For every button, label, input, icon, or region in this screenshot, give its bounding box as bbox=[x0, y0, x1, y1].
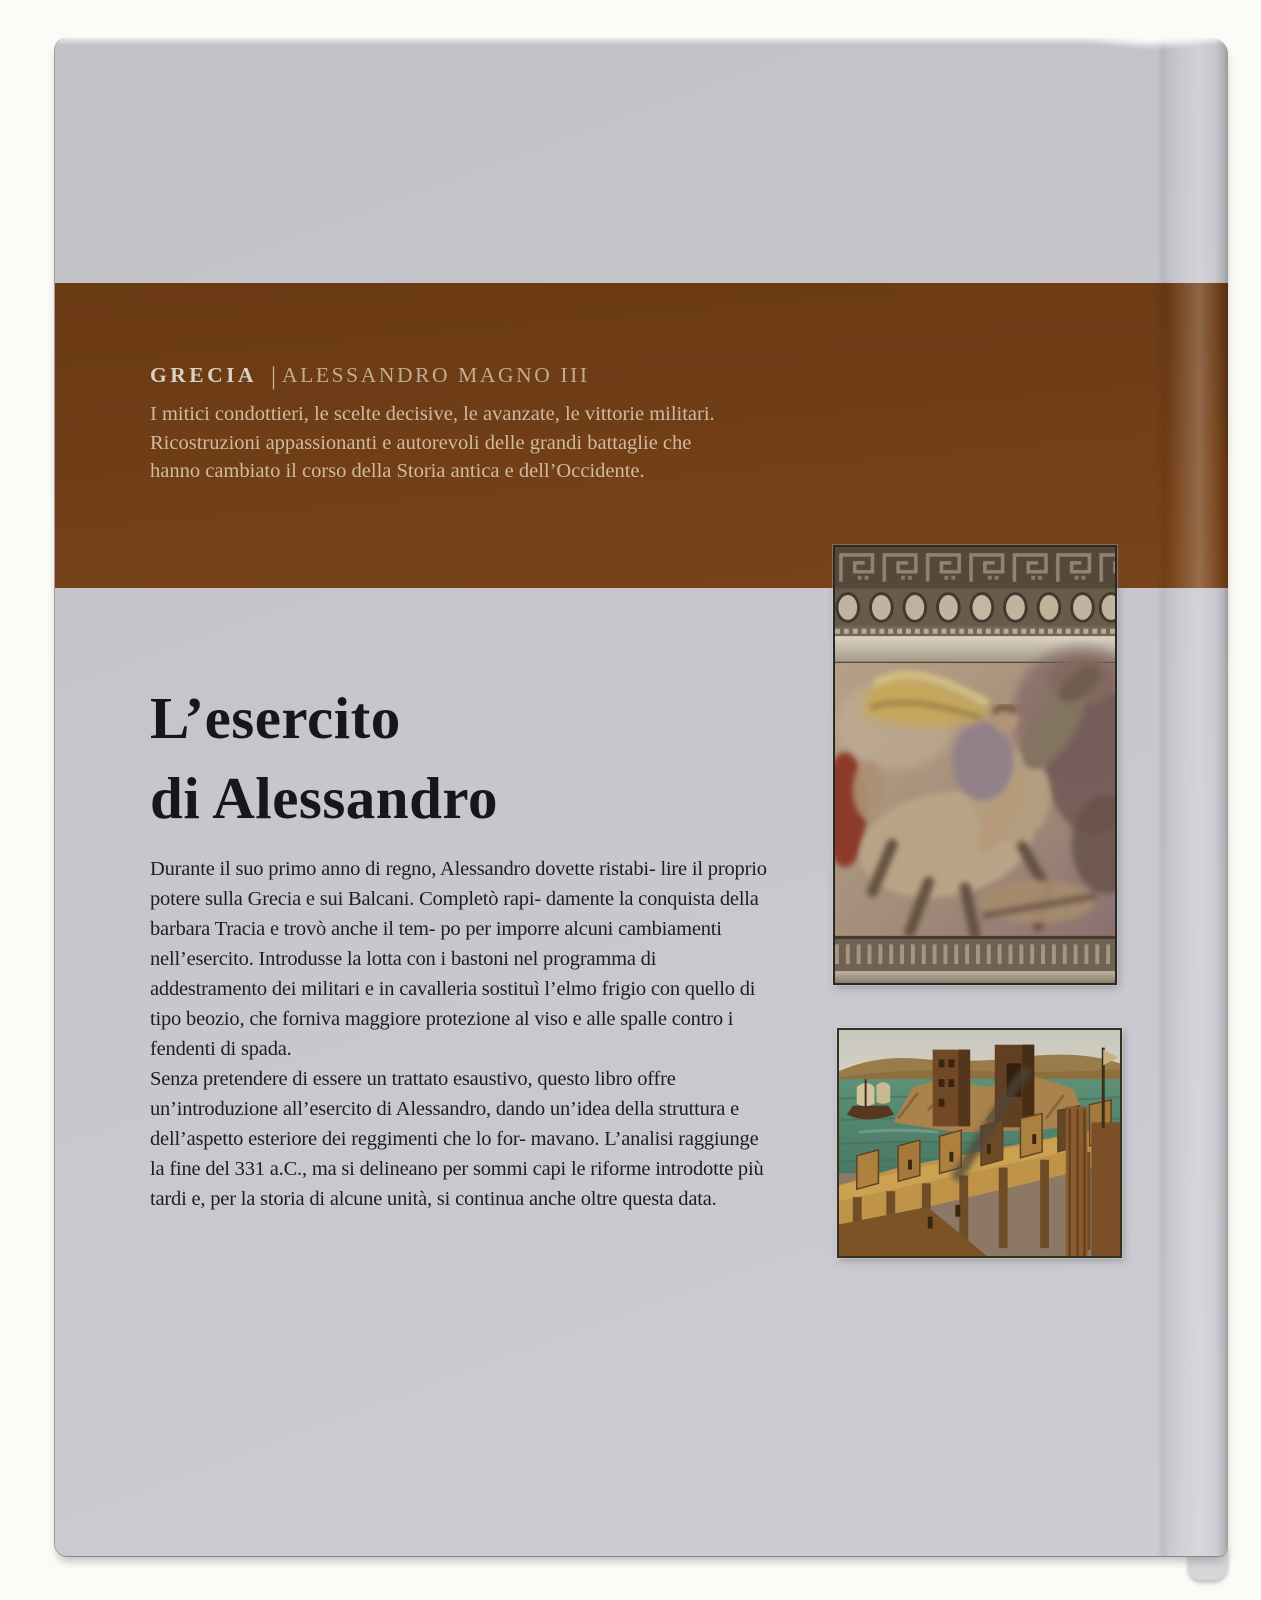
relief-illustration bbox=[835, 547, 1115, 983]
blurb-paragraph-2 bbox=[150, 1064, 770, 1214]
tagline-line: I mitici condottieri, le scelte decisive, le avanzate, le vittorie militari. bbox=[150, 403, 715, 425]
blurb-line: offre un’introduzione all’esercito di Alessandro, dando un’idea bbox=[150, 1068, 676, 1120]
siege-photo bbox=[837, 1028, 1122, 1258]
blurb-line: po per imporre alcuni cambiamenti nell’esercito. Introdusse la bbox=[150, 918, 722, 970]
tagline-line: Ricostruzioni appassionanti e autorevoli delle grandi battaglie che bbox=[150, 431, 692, 454]
divider-bar: | bbox=[271, 363, 277, 390]
series-title: ALESSANDRO MAGNO III bbox=[282, 363, 590, 387]
back-cover-blurb bbox=[150, 854, 770, 1214]
book-title bbox=[150, 678, 498, 838]
title-line-2: di Alessandro bbox=[150, 765, 499, 831]
banner-content bbox=[55, 283, 1228, 486]
blurb-line: mavano. L’analisi raggiunge la fine del 331 a.C., ma si delineano bbox=[150, 1128, 759, 1180]
blurb-line: Senza pretendere di essere un trattato esaustivo, questo libro bbox=[150, 1068, 633, 1090]
blurb-line: fendenti di spada. bbox=[150, 1038, 292, 1060]
blurb-paragraph-1 bbox=[150, 854, 770, 1064]
title-line-1: L’esercito bbox=[150, 685, 401, 751]
series-tagline bbox=[150, 400, 1228, 486]
blurb-line: per sommi capi le riforme introdotte più tardi e, per la storia di bbox=[150, 1158, 764, 1210]
blurb-line: damente la conquista della barbara Tracia e trovò anche il tem- bbox=[150, 888, 759, 940]
spine-fold bbox=[1156, 38, 1228, 1556]
glare-highlight bbox=[1042, 38, 1222, 64]
siege-illustration bbox=[839, 1030, 1120, 1256]
blurb-line: lire il proprio potere sulla Grecia e sui Balcani. Completò rapi- bbox=[150, 858, 767, 910]
blurb-line: lotta con i bastoni nel programma di addestramento dei militari bbox=[150, 948, 657, 1000]
blurb-line: e in cavalleria sostituì l’elmo frigio con quello di tipo beozio, bbox=[150, 978, 756, 1030]
series-heading bbox=[150, 363, 1228, 391]
series-category: GRECIA bbox=[150, 363, 258, 387]
blurb-line: alcune unità, si continua anche oltre questa data. bbox=[329, 1188, 717, 1210]
banner-band bbox=[55, 283, 1228, 588]
blurb-line: della struttura e dell’aspetto esteriore dei reggimenti che lo for- bbox=[150, 1098, 740, 1150]
blurb-line: Durante il suo primo anno di regno, Alessandro dovette ristabi- bbox=[150, 858, 656, 880]
book-back-cover bbox=[55, 38, 1228, 1556]
relief-photo bbox=[833, 545, 1117, 985]
blurb-line: che forniva maggiore protezione al viso e alle spalle contro i bbox=[249, 1008, 734, 1030]
tagline-line: hanno cambiato il corso della Storia antica e dell’Occidente. bbox=[150, 460, 645, 482]
